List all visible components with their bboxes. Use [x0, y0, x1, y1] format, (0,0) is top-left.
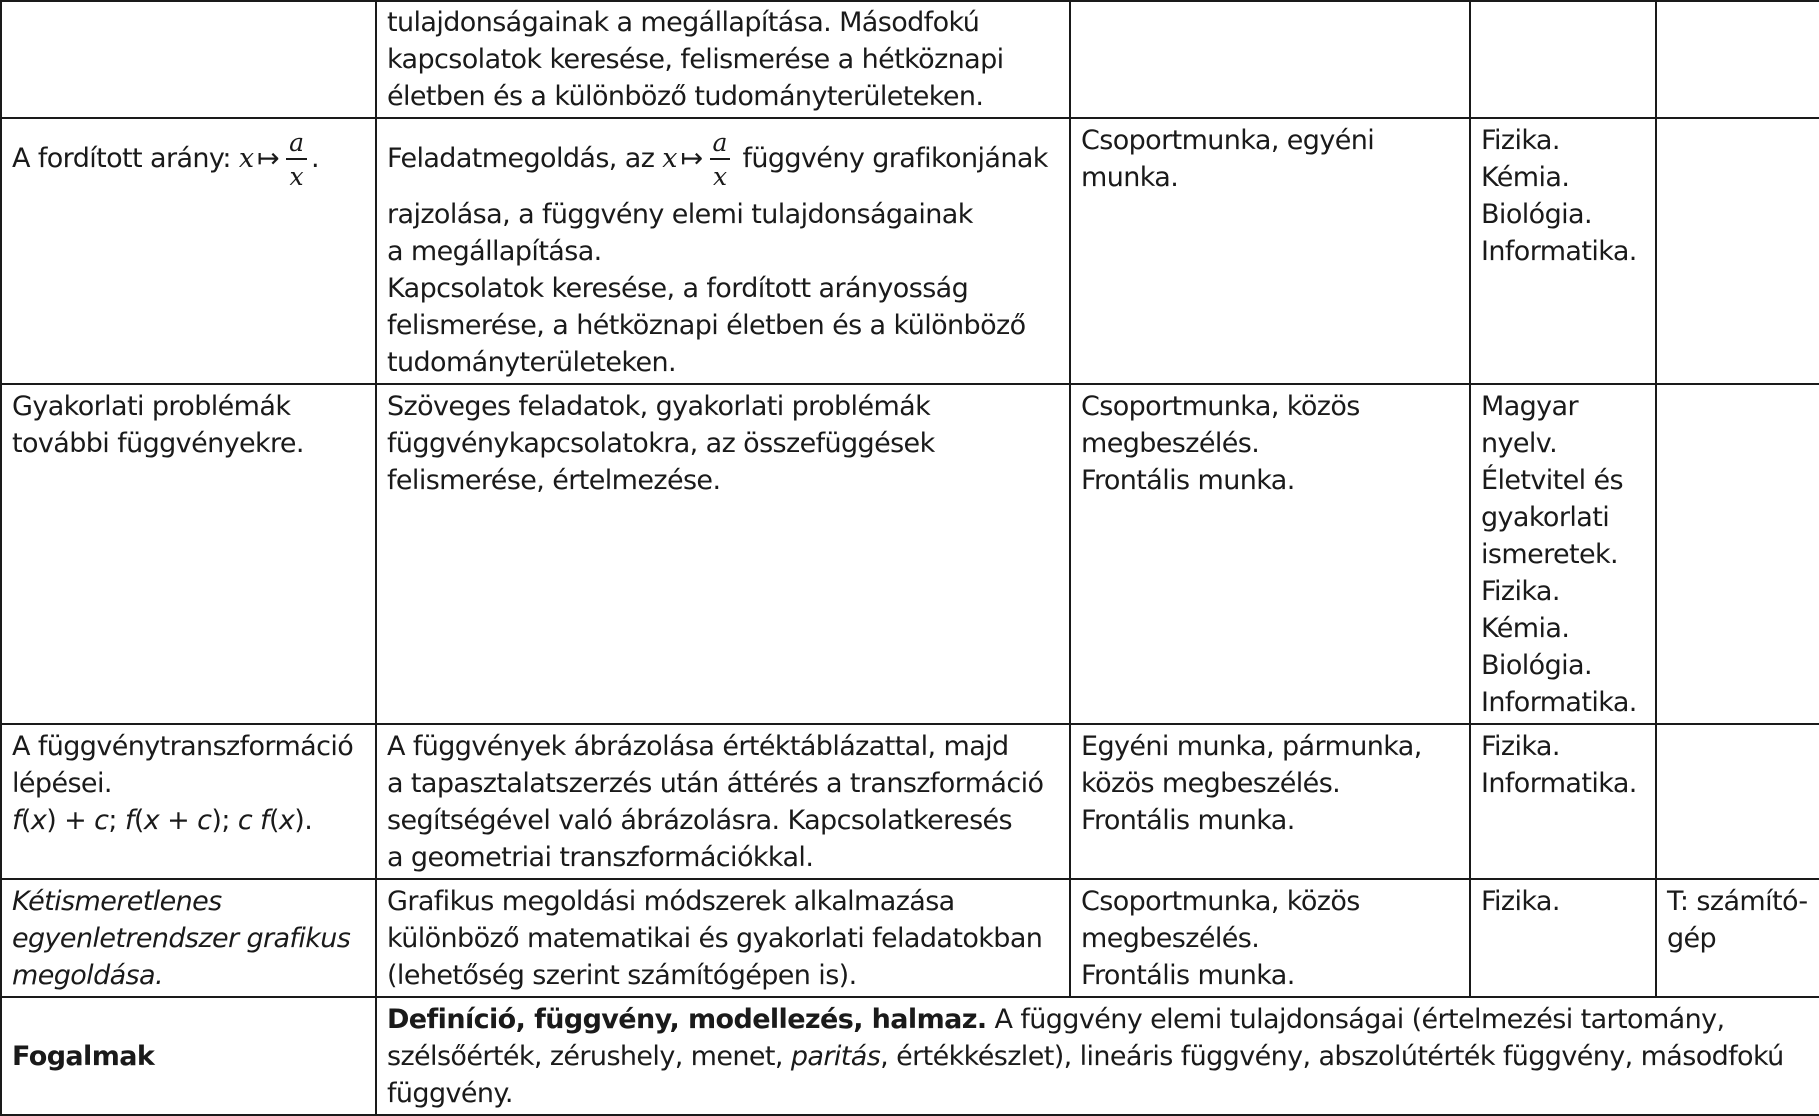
activity-text: függvény grafikonjának [742, 143, 1048, 174]
fraction-numerator: a [710, 130, 731, 160]
connections-cell [1470, 724, 1656, 879]
concepts-line: függvény. [387, 1078, 513, 1109]
activities-cell [376, 1, 1070, 118]
activities-cell [376, 724, 1070, 879]
fraction [710, 130, 731, 189]
table-row [1, 724, 1819, 879]
tool-line: gép [1667, 923, 1717, 954]
topic-cell [1, 1, 376, 118]
maps-to-symbol: ↦ [680, 143, 703, 174]
topic-line: egyenletrendszer grafikus [12, 923, 351, 954]
activity-line: felismerése, a hétköznapi életben és a különböző [387, 310, 1026, 341]
method-line: megbeszélés. [1081, 923, 1260, 954]
activity-line: a megállapítása. [387, 236, 602, 267]
method-line: Csoportmunka, egyéni [1081, 125, 1375, 156]
activity-line: rajzolása, a függvény elemi tulajdonságainak [387, 199, 973, 230]
concepts-label: Fogalmak [12, 1041, 155, 1072]
method-line: Csoportmunka, közös [1081, 886, 1360, 917]
activity-line: különböző matematikai és gyakorlati feladatokban [387, 923, 1043, 954]
concepts-text: A függvény elemi tulajdonságai (értelmezési tartomány, [986, 1004, 1725, 1035]
topic-cell [1, 118, 376, 384]
method-line: közös megbeszélés. [1081, 768, 1341, 799]
tools-cell [1656, 384, 1819, 724]
activity-line: a tapasztalatszerzés után áttérés a transzformáció [387, 768, 1044, 799]
activity-line: felismerése, értelmezése. [387, 465, 721, 496]
concepts-row [1, 997, 1819, 1115]
topic-text: A fordított arány: [12, 143, 231, 174]
connections-cell [1470, 879, 1656, 997]
method-line: Egyéni munka, pármunka, [1081, 731, 1422, 762]
topic-line: Gyakorlati problémák [12, 391, 291, 422]
activity-line: Szöveges feladatok, gyakorlati problémák [387, 391, 931, 422]
concepts-line [387, 1001, 1811, 1038]
activity-line: tulajdonságainak a megállapítása. Másodfokú [387, 7, 980, 38]
activity-line: A függvények ábrázolása értéktáblázattal, majd [387, 731, 1009, 762]
methods-cell [1070, 1, 1470, 118]
connection-line: Fizika. [1481, 125, 1560, 156]
activity-line: segítségével való ábrázolásra. Kapcsolatkeresés [387, 805, 1013, 836]
concepts-line: szélsőérték, zérushely, menet, paritás, értékkészlet), lineáris függvény, abszolútérték függvény, másodfokú [387, 1041, 1784, 1072]
topic-cell [1, 879, 376, 997]
connection-line: Magyar [1481, 391, 1579, 422]
concepts-bold-lead: Definíció, függvény, modellezés, halmaz. [387, 1004, 987, 1035]
activity-line: tudományterületeken. [387, 347, 676, 378]
connection-line: nyelv. [1481, 428, 1558, 459]
topic-line [12, 122, 367, 196]
topic-cell [1, 724, 376, 879]
connection-line: Fizika. [1481, 576, 1560, 607]
tool-line: T: számító- [1667, 886, 1808, 917]
concepts-text-cell [376, 997, 1819, 1115]
activities-cell [376, 118, 1070, 384]
math-variable: x [238, 143, 255, 174]
concepts-italic-term: paritás [790, 1041, 881, 1072]
connection-line: Informatika. [1481, 687, 1637, 718]
connections-cell [1470, 384, 1656, 724]
connections-cell [1470, 1, 1656, 118]
methods-cell [1070, 724, 1470, 879]
activity-line [387, 122, 1061, 196]
table-row [1, 1, 1819, 118]
connection-line: Kémia. [1481, 613, 1570, 644]
activity-line: kapcsolatok keresése, felismerése a hétköznapi [387, 44, 1004, 75]
connection-line: Informatika. [1481, 768, 1637, 799]
method-line: munka. [1081, 162, 1179, 193]
fraction [286, 130, 307, 189]
activity-line: életben és a különböző tudományterületeken. [387, 81, 984, 112]
connection-line: ismeretek. [1481, 539, 1619, 570]
methods-cell [1070, 879, 1470, 997]
connection-line: gyakorlati [1481, 502, 1610, 533]
connection-line: Fizika. [1481, 886, 1560, 917]
activity-line: (lehetőség szerint számítógépen is). [387, 960, 857, 991]
connection-line: Biológia. [1481, 199, 1592, 230]
connection-line: Életvitel és [1481, 465, 1623, 496]
activities-cell [376, 879, 1070, 997]
transformation-formula: f(x) + c; f(x + c); c f(x). [12, 805, 313, 836]
tools-cell [1656, 724, 1819, 879]
topic-line: további függvényekre. [12, 428, 304, 459]
math-variable: x [662, 143, 678, 174]
fraction-denominator: x [289, 162, 304, 191]
activities-cell [376, 384, 1070, 724]
connection-line: Informatika. [1481, 236, 1637, 267]
connection-line: Biológia. [1481, 650, 1592, 681]
activity-text: Feladatmegoldás, az [387, 143, 655, 174]
activity-line: a geometriai transzformációkkal. [387, 842, 814, 873]
maps-to-symbol: ↦ [257, 143, 280, 174]
table-row [1, 118, 1819, 384]
punctuation: . [310, 143, 319, 174]
tools-cell [1656, 1, 1819, 118]
methods-cell [1070, 384, 1470, 724]
concepts-label-cell [1, 997, 376, 1115]
topic-line: Kétismeretlenes [12, 886, 222, 917]
topic-cell [1, 384, 376, 724]
fraction-denominator: x [712, 162, 728, 191]
activity-line: Grafikus megoldási módszerek alkalmazása [387, 886, 955, 917]
connection-line: Kémia. [1481, 162, 1570, 193]
topic-line: megoldása. [12, 960, 163, 991]
fraction-numerator: a [286, 130, 307, 160]
method-line: Csoportmunka, közös [1081, 391, 1360, 422]
method-line: Frontális munka. [1081, 465, 1295, 496]
tools-cell [1656, 118, 1819, 384]
method-line: Frontális munka. [1081, 960, 1295, 991]
connections-cell [1470, 118, 1656, 384]
method-line: megbeszélés. [1081, 428, 1260, 459]
table-row [1, 879, 1819, 997]
activity-line: Kapcsolatok keresése, a fordított arányosság [387, 273, 969, 304]
method-line: Frontális munka. [1081, 805, 1295, 836]
topic-line: A függvénytranszformáció [12, 731, 354, 762]
table-row [1, 384, 1819, 724]
activity-line: függvénykapcsolatokra, az összefüggések [387, 428, 935, 459]
connection-line: Fizika. [1481, 731, 1560, 762]
tools-cell [1656, 879, 1819, 997]
topic-line: lépései. [12, 768, 112, 799]
methods-cell [1070, 118, 1470, 384]
